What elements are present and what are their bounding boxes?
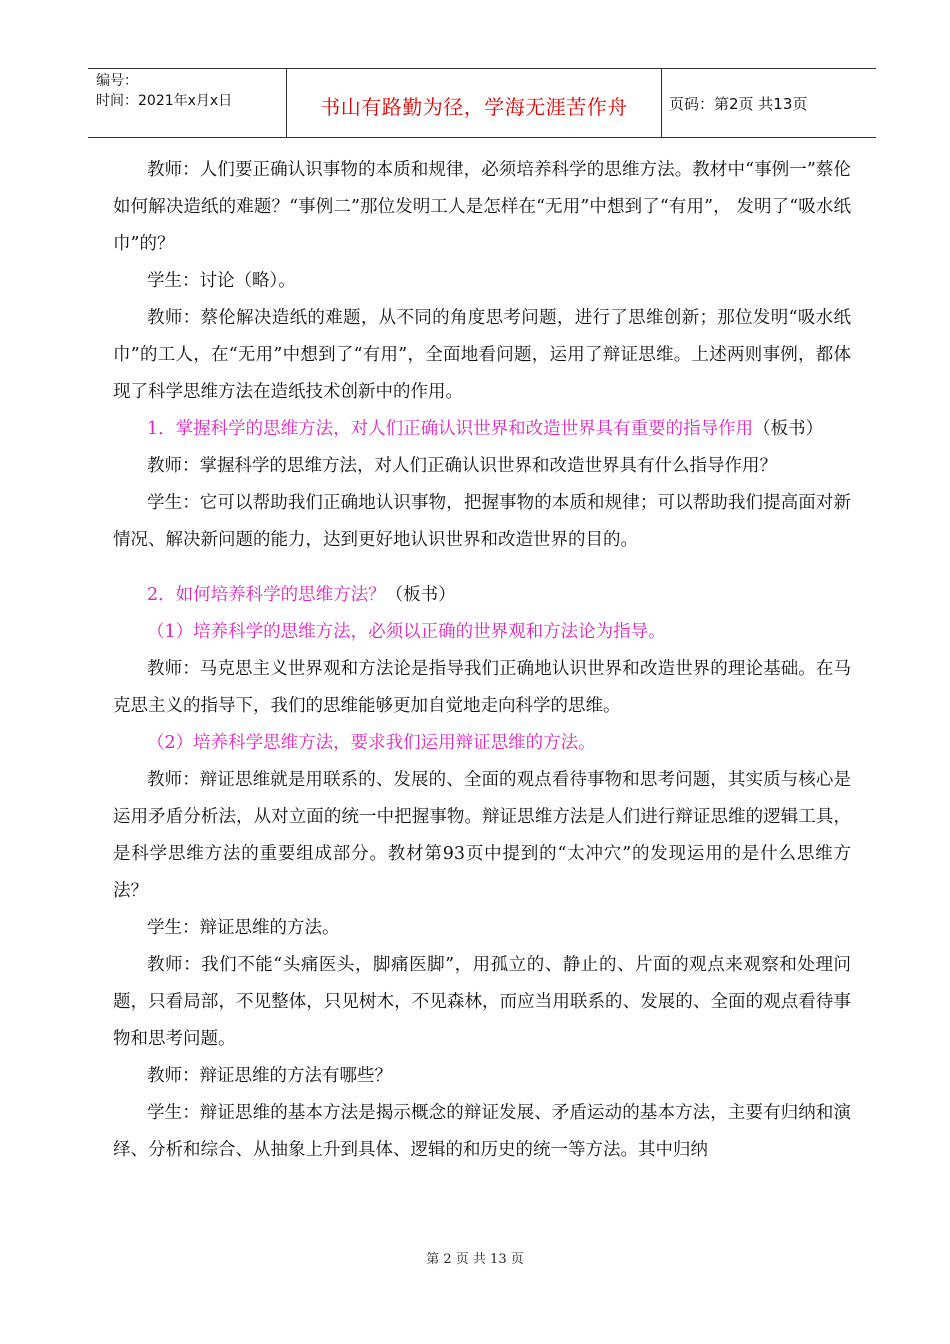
header-page-cell — [661, 69, 876, 137]
paragraph: 教师：辩证思维的方法有哪些？ — [147, 1066, 392, 1086]
number-label: 编号： — [96, 73, 138, 89]
paragraph: 教师：蔡伦解决造纸的难题，从不同的角度思考问题，进行了思维创新；那位发明“吸水纸巾”的工人，在“无用”中想到了“有用”，全面地看问题，运用了辩证思维。上述两则事例，都体现了科学思维方法在造纸技术创新中的作用。 — [113, 308, 851, 402]
subsection-heading: （2）培养科学思维方法，要求我们运用辩证思维的方法。 — [147, 733, 596, 753]
paragraph: 教师：辩证思维就是用联系的、发展的、全面的观点看待事物和思考问题，其实质与核心是运用矛盾分析法，从对立面的统一中把握事物。辩证思维方法是人们进行辩证思维的逻辑工具，是科学思维方法的重要组成部分。教材第93页中提到的“太冲穴”的发现运用的是什么思维方法？ — [113, 770, 851, 901]
section-heading: 1．掌握科学的思维方法，对人们正确认识世界和改造世界具有重要的指导作用（板书） — [147, 419, 824, 439]
paragraph: 教师：掌握科学的思维方法，对人们正确认识世界和改造世界具有什么指导作用？ — [147, 456, 777, 476]
page-label: 页码：第2页 共13页 — [669, 95, 808, 113]
section-heading: 2．如何培养科学的思维方法？（板书） — [147, 585, 456, 605]
header-meta-cell — [88, 69, 286, 137]
paragraph: 学生：辩证思维的基本方法是揭示概念的辩证发展、矛盾运动的基本方法，主要有归纳和演绎、分析和综合、从抽象上升到具体、逻辑的和历史的统一等方法。其中归纳 — [113, 1103, 851, 1160]
motto: 书山有路勤为径，学海无涯苦作舟 — [320, 95, 628, 119]
header-motto-cell — [286, 69, 662, 137]
document-body — [113, 152, 851, 1169]
paragraph: 学生：辩证思维的方法。 — [147, 918, 340, 938]
paragraph: 教师：人们要正确认识事物的本质和规律，必须培养科学的思维方法。教材中“事例一”蔡伦如何解决造纸的难题？“事例二”那位发明工人是怎样在“无用”中想到了“有用”， 发明了“吸水纸巾”的？ — [113, 160, 851, 254]
header-table — [88, 68, 876, 138]
paragraph: 学生：它可以帮助我们正确地认识事物，把握事物的本质和规律；可以帮助我们提高面对新情况、解决新问题的能力，达到更好地认识世界和改造世界的目的。 — [113, 493, 851, 550]
subsection-heading: （1）培养科学的思维方法，必须以正确的世界观和方法论为指导。 — [147, 622, 666, 642]
page-footer: 第 2 页 共 13 页 — [426, 1252, 524, 1267]
paragraph: 教师：马克思主义世界观和方法论是指导我们正确地认识世界和改造世界的理论基础。在马克思主义的指导下，我们的思维能够更加自觉地走向科学的思维。 — [113, 659, 851, 716]
time-label: 时间：2021年x月x日 — [96, 93, 233, 109]
paragraph: 教师：我们不能“头痛医头，脚痛医脚”，用孤立的、静止的、片面的观点来观察和处理问题，只看局部，不见整体，只见树木，不见森林，而应当用联系的、发展的、全面的观点看待事物和思考问题。 — [113, 955, 851, 1049]
paragraph: 学生：讨论（略）。 — [147, 271, 296, 291]
